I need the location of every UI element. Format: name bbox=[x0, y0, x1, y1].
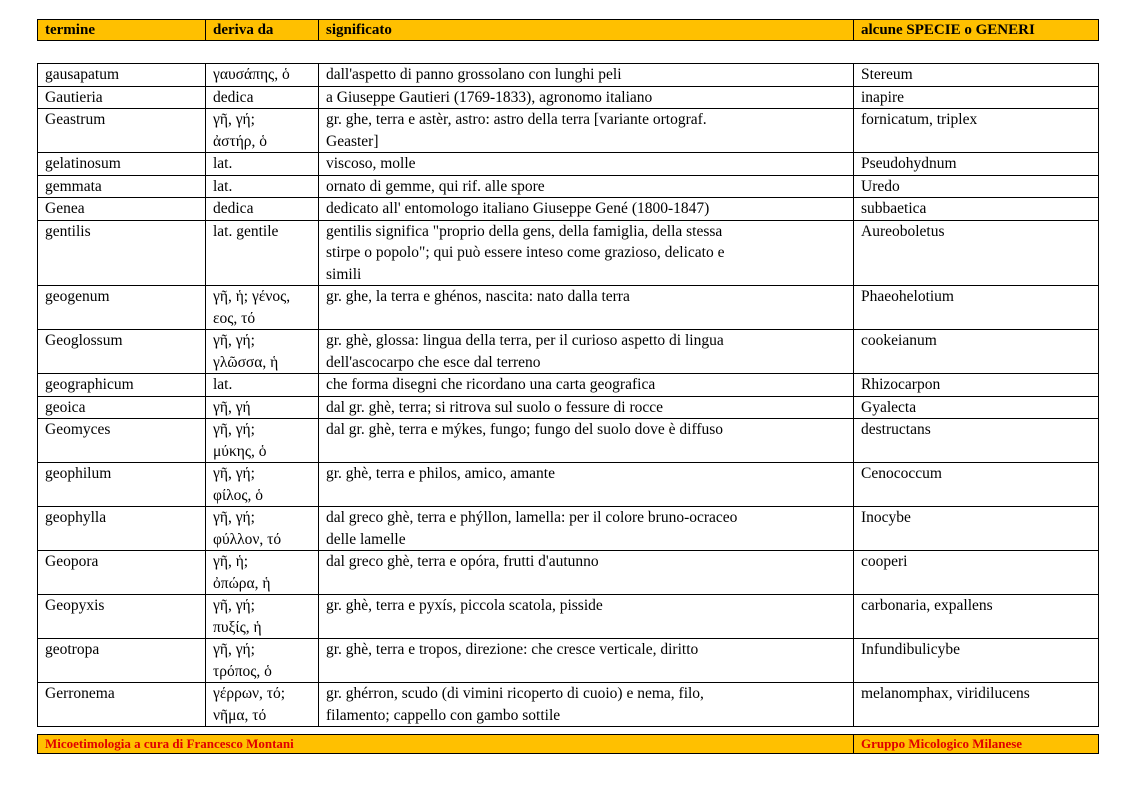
cell-specie: cookeianum bbox=[854, 330, 1099, 374]
cell-specie: Aureoboletus bbox=[854, 220, 1099, 286]
table-row bbox=[38, 463, 1099, 507]
cell-termine: Geastrum bbox=[38, 109, 206, 153]
cell-termine: Gerronema bbox=[38, 683, 206, 727]
table-row bbox=[38, 595, 1099, 639]
table-row bbox=[38, 419, 1099, 463]
table-row bbox=[38, 109, 1099, 153]
cell-specie: cooperi bbox=[854, 551, 1099, 595]
cell-significato: ornato di gemme, qui rif. alle spore bbox=[319, 175, 854, 198]
cell-deriva-da: γαυσάπης, ὁ bbox=[206, 64, 319, 87]
cell-specie: fornicatum, triplex bbox=[854, 109, 1099, 153]
cell-termine: geotropa bbox=[38, 639, 206, 683]
cell-specie: Pseudohydnum bbox=[854, 153, 1099, 176]
cell-deriva-da: γῆ, γή; γλῶσσα, ἡ bbox=[206, 330, 319, 374]
cell-significato: dal gr. ghè, terra; si ritrova sul suolo o fessure di rocce bbox=[319, 396, 854, 419]
cell-significato: a Giuseppe Gautieri (1769-1833), agronomo italiano bbox=[319, 86, 854, 109]
cell-significato: gr. ghè, glossa: lingua della terra, per il curioso aspetto di lingua dell'ascocarpo che esce dal terreno bbox=[319, 330, 854, 374]
cell-specie: destructans bbox=[854, 419, 1099, 463]
cell-deriva-da: γῆ, γή; φύλλον, τό bbox=[206, 507, 319, 551]
cell-deriva-da: lat. gentile bbox=[206, 220, 319, 286]
cell-deriva-da: γῆ, ἡ; ὀπώρα, ἡ bbox=[206, 551, 319, 595]
footer-credit: Micoetimologia a cura di Francesco Montani bbox=[38, 735, 854, 754]
footer-band bbox=[37, 734, 1099, 754]
table-row bbox=[38, 330, 1099, 374]
cell-deriva-da: γῆ, γή bbox=[206, 396, 319, 419]
table-row bbox=[38, 153, 1099, 176]
cell-termine: geoica bbox=[38, 396, 206, 419]
cell-termine: gentilis bbox=[38, 220, 206, 286]
cell-deriva-da: dedica bbox=[206, 86, 319, 109]
cell-significato: dal greco ghè, terra e opóra, frutti d'autunno bbox=[319, 551, 854, 595]
table-row bbox=[38, 86, 1099, 109]
cell-specie: carbonaria, expallens bbox=[854, 595, 1099, 639]
cell-specie: Uredo bbox=[854, 175, 1099, 198]
cell-deriva-da: γῆ, γή; ἀστήρ, ὁ bbox=[206, 109, 319, 153]
cell-specie: inapire bbox=[854, 86, 1099, 109]
cell-specie: Stereum bbox=[854, 64, 1099, 87]
table-row bbox=[38, 220, 1099, 286]
header-specie: alcune SPECIE o GENERI bbox=[854, 20, 1099, 41]
table-row bbox=[38, 639, 1099, 683]
cell-significato: gentilis significa "proprio della gens, della famiglia, della stessa stirpe o popolo"; qui può essere inteso come grazioso, delicato e simili bbox=[319, 220, 854, 286]
cell-deriva-da: γῆ, γή; τρόπος, ὁ bbox=[206, 639, 319, 683]
cell-significato: gr. ghè, terra e tropos, direzione: che cresce verticale, diritto bbox=[319, 639, 854, 683]
cell-termine: Geoglossum bbox=[38, 330, 206, 374]
cell-specie: Inocybe bbox=[854, 507, 1099, 551]
cell-significato: dal gr. ghè, terra e mýkes, fungo; fungo del suolo dove è diffuso bbox=[319, 419, 854, 463]
cell-deriva-da: lat. bbox=[206, 175, 319, 198]
cell-significato: gr. ghè, terra e philos, amico, amante bbox=[319, 463, 854, 507]
cell-termine: Gautieria bbox=[38, 86, 206, 109]
header-band bbox=[37, 19, 1099, 41]
cell-significato: gr. ghérron, scudo (di vimini ricoperto di cuoio) e nema, filo, filamento; cappello con gambo sottile bbox=[319, 683, 854, 727]
cell-termine: gelatinosum bbox=[38, 153, 206, 176]
table-row bbox=[38, 551, 1099, 595]
cell-significato: che forma disegni che ricordano una carta geografica bbox=[319, 374, 854, 397]
cell-termine: Geopyxis bbox=[38, 595, 206, 639]
cell-deriva-da: lat. bbox=[206, 153, 319, 176]
cell-specie: Infundibulicybe bbox=[854, 639, 1099, 683]
cell-deriva-da: lat. bbox=[206, 374, 319, 397]
cell-significato: gr. ghe, terra e astèr, astro: astro della terra [variante ortograf. Geaster] bbox=[319, 109, 854, 153]
table-row bbox=[38, 198, 1099, 221]
cell-termine: gemmata bbox=[38, 175, 206, 198]
cell-significato: dall'aspetto di panno grossolano con lunghi peli bbox=[319, 64, 854, 87]
header-significato: significato bbox=[319, 20, 854, 41]
cell-termine: Genea bbox=[38, 198, 206, 221]
cell-termine: Geomyces bbox=[38, 419, 206, 463]
table-row bbox=[38, 374, 1099, 397]
cell-termine: gausapatum bbox=[38, 64, 206, 87]
cell-deriva-da: γέρρων, τό; νῆμα, τό bbox=[206, 683, 319, 727]
cell-significato: gr. ghe, la terra e ghénos, nascita: nato dalla terra bbox=[319, 286, 854, 330]
cell-deriva-da: γῆ, γή; φίλος, ὁ bbox=[206, 463, 319, 507]
footer-group: Gruppo Micologico Milanese bbox=[854, 735, 1099, 754]
cell-specie: Rhizocarpon bbox=[854, 374, 1099, 397]
table-row bbox=[38, 683, 1099, 727]
cell-deriva-da: dedica bbox=[206, 198, 319, 221]
cell-significato: dedicato all' entomologo italiano Giuseppe Gené (1800-1847) bbox=[319, 198, 854, 221]
cell-specie: Phaeohelotium bbox=[854, 286, 1099, 330]
cell-termine: geophylla bbox=[38, 507, 206, 551]
header-termine: termine bbox=[38, 20, 206, 41]
table-row bbox=[38, 286, 1099, 330]
cell-termine: geogenum bbox=[38, 286, 206, 330]
cell-specie: melanomphax, viridilucens bbox=[854, 683, 1099, 727]
cell-termine: geophilum bbox=[38, 463, 206, 507]
cell-specie: Cenococcum bbox=[854, 463, 1099, 507]
cell-termine: Geopora bbox=[38, 551, 206, 595]
table-row bbox=[38, 64, 1099, 87]
cell-significato: dal greco ghè, terra e phýllon, lamella: per il colore bruno-ocraceo delle lamelle bbox=[319, 507, 854, 551]
cell-termine: geographicum bbox=[38, 374, 206, 397]
cell-deriva-da: γῆ, γή; πυξίς, ἡ bbox=[206, 595, 319, 639]
cell-specie: subbaetica bbox=[854, 198, 1099, 221]
cell-deriva-da: γῆ, γή; μύκης, ὁ bbox=[206, 419, 319, 463]
cell-deriva-da: γῆ, ἡ; γένος, εος, τό bbox=[206, 286, 319, 330]
table-row bbox=[38, 396, 1099, 419]
cell-specie: Gyalecta bbox=[854, 396, 1099, 419]
glossary-table bbox=[37, 63, 1099, 727]
table-row bbox=[38, 175, 1099, 198]
cell-significato: viscoso, molle bbox=[319, 153, 854, 176]
cell-significato: gr. ghè, terra e pyxís, piccola scatola, pisside bbox=[319, 595, 854, 639]
table-row bbox=[38, 507, 1099, 551]
header-deriva-da: deriva da bbox=[206, 20, 319, 41]
